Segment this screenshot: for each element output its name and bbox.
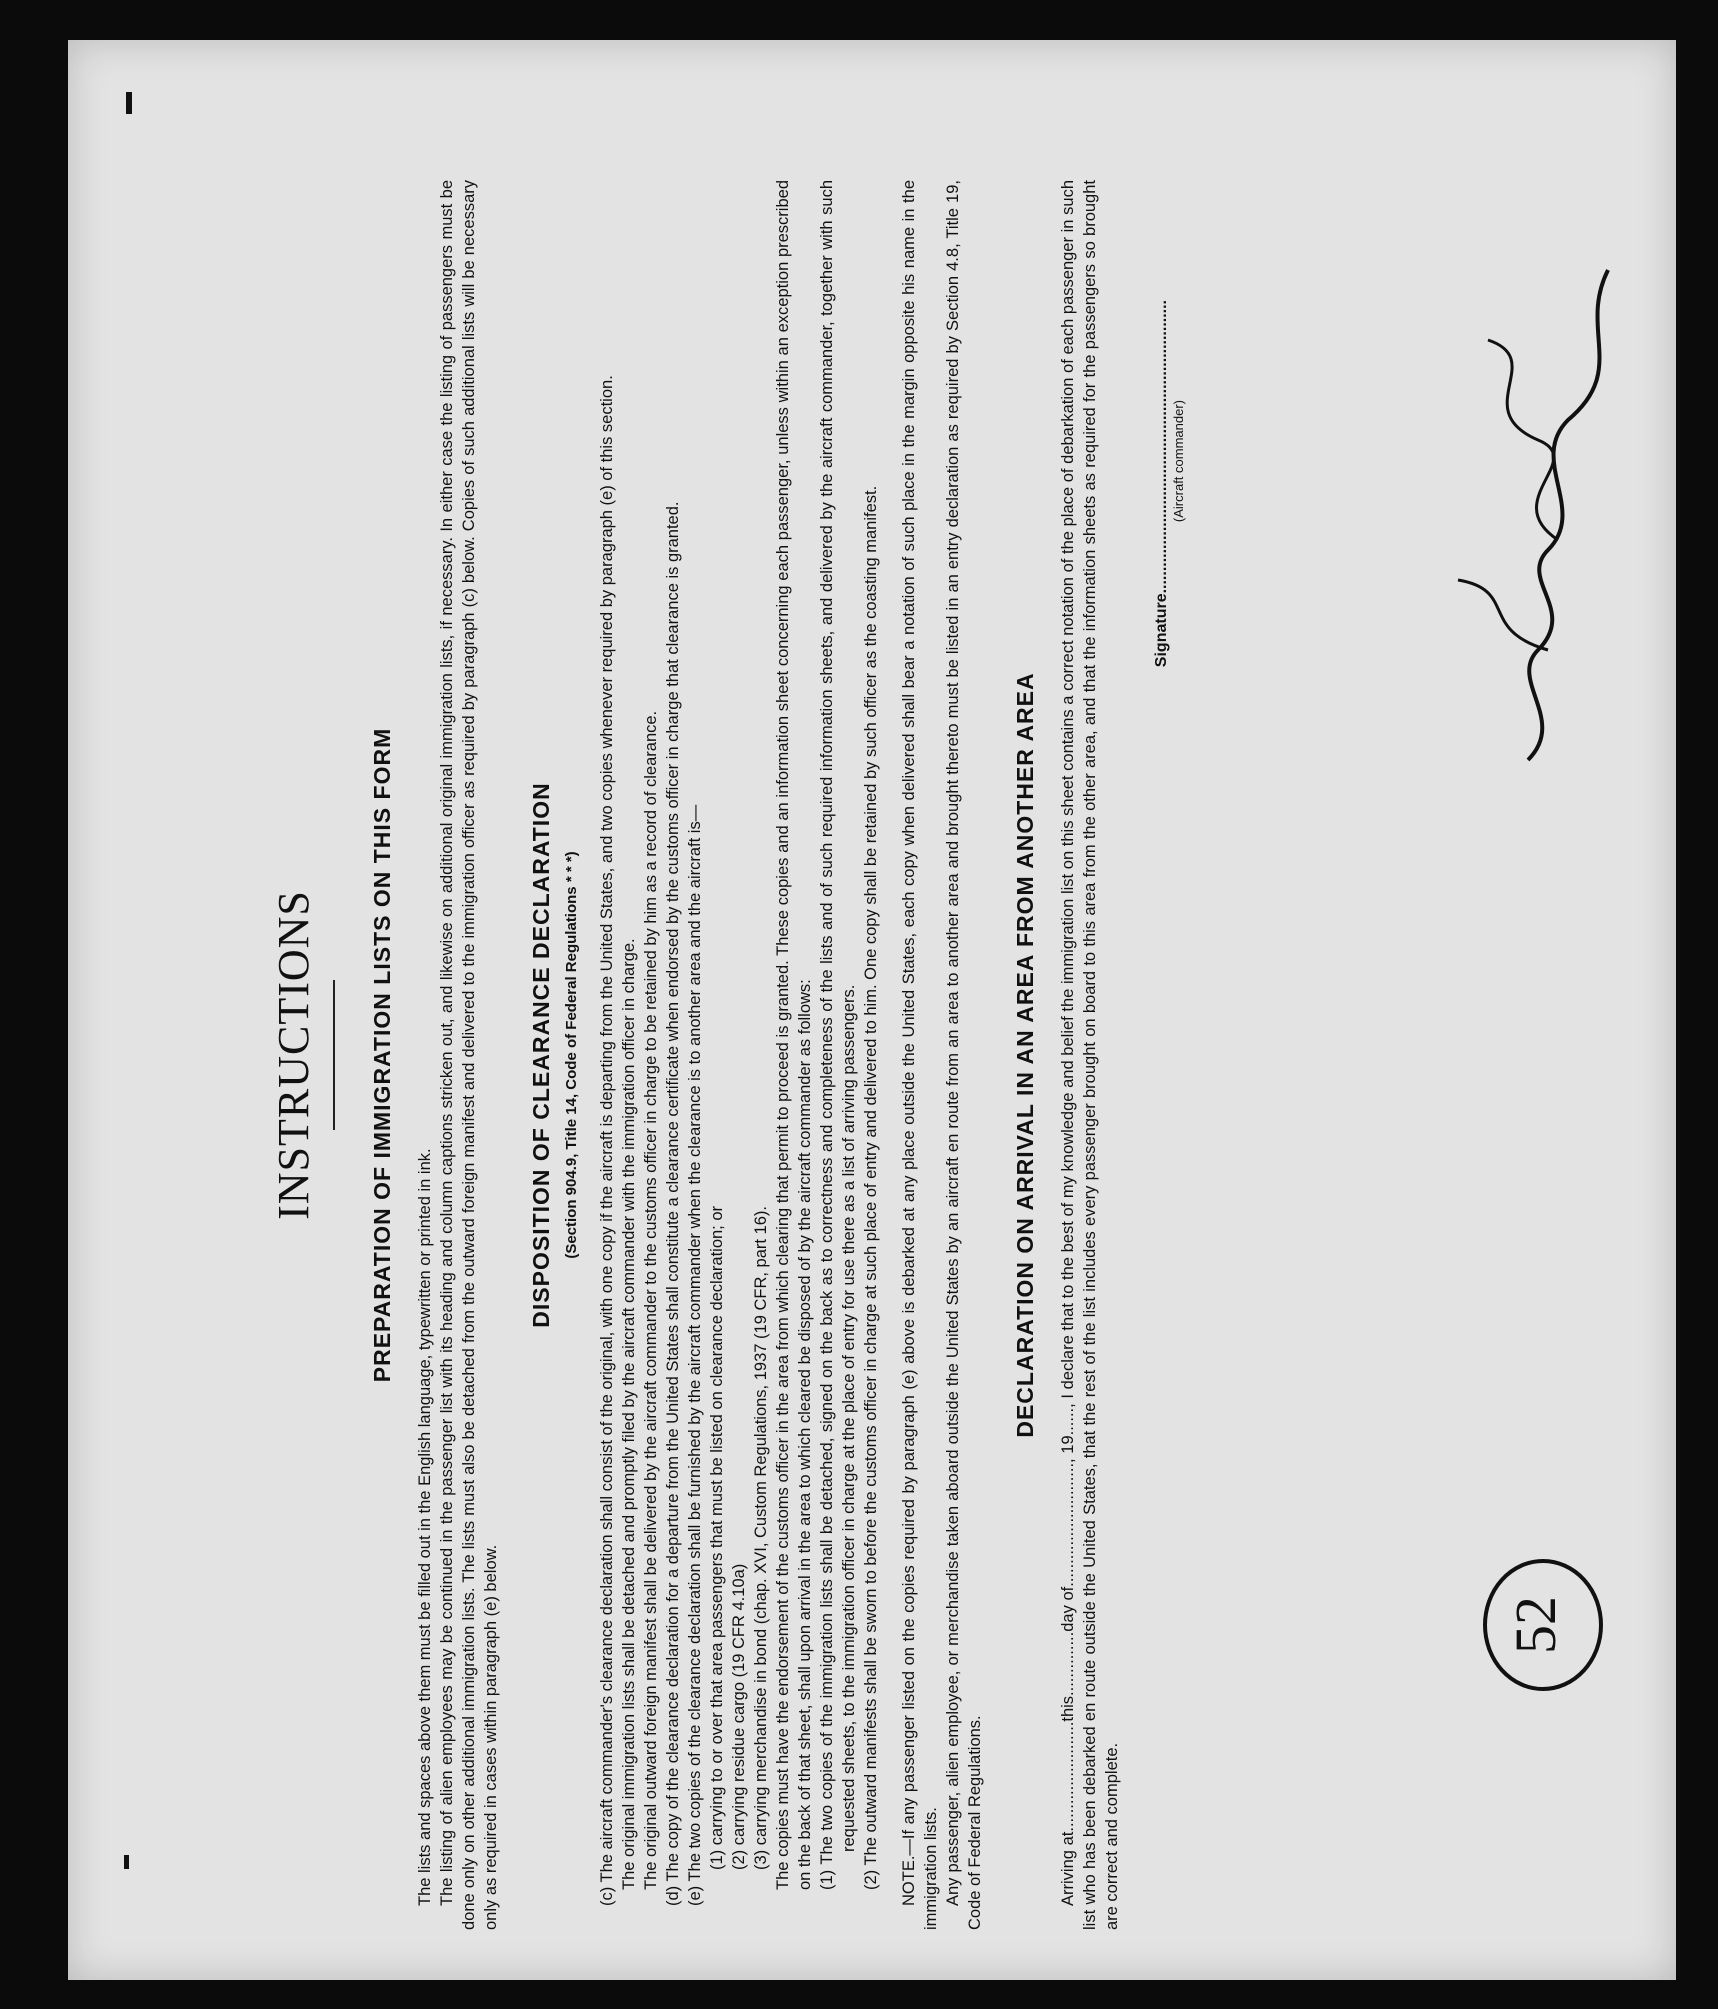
section-heading-disposition: DISPOSITION OF CLEARANCE DECLARATION: [528, 782, 554, 1328]
list-item: (1) The two copies of the immigration lists shall be detached, signed on the back as to correctness and completeness of the lists and of such required information sheets, and delivered by the aircraft commander, together with such requested sheets, to the immigration officer in charge at the place of entry for use there as a list of arriving passengers.: [818, 180, 858, 1890]
paragraph: The lists and spaces above them must be filled out in the English language, typewritten or printed in ink.: [416, 1148, 434, 1906]
declaration-paragraph: Arriving at........................this..............day of..........................., 19......, I declare that to the best of my knowledge and belief the immigration list on this sheet contains a correct notation of the place of debarkation of each passenger in such list who has been debarked en route outside the United States, that the rest of the list includes every passenger brought on board to this area from the other area, and that the information sheets as required for the passengers so brought are correct and complete.: [1059, 180, 1121, 1930]
paragraph: The listing of alien employees may be continued in the passenger list with its heading and column captions stricken out, and likewise on additional original immigration lists, if necessary. In either case the listing of passengers must be done only on other additional immigration lists. The lists must also be detached from the outward foreign manifest and delivered to the immigration officer as required by paragraph (c) below. Copies of such additional lists will be necessary only as required in cases within paragraph (e) below.: [438, 180, 500, 1930]
section-heading-declaration: DECLARATION ON ARRIVAL IN AN AREA FROM ANOTHER AREA: [1012, 672, 1038, 1438]
scan-mark: [124, 1855, 129, 1869]
section-subheading: (Section 904.9, Title 14, Code of Federal Regulations * * *): [563, 851, 580, 1259]
handwritten-signature: [1428, 250, 1638, 770]
note-paragraph: NOTE.—If any passenger listed on the copies required by paragraph (e) above is debarked at any place outside the United States, each copy when delivered shall bear a notation of such place in the margin opposite his name in the immigration lists.: [900, 180, 940, 1930]
paragraph: The original immigration lists shall be detached and promptly filed by the aircraft commander with the immigration officer in charge.: [620, 938, 638, 1890]
page-title: INSTRUCTIONS: [269, 890, 318, 1220]
scan-mark: [126, 92, 132, 114]
paragraph: The original outward foreign manifest shall be delivered by the aircraft commander to the customs officer in charge to be retained by him as a record of clearance.: [642, 710, 660, 1890]
document-sheet: [68, 40, 1676, 1980]
section-heading-preparation: PREPARATION OF IMMIGRATION LISTS ON THIS FORM: [369, 727, 395, 1383]
circled-number-stamp: [1478, 1555, 1608, 1695]
list-item: (3) carrying merchandise in bond (chap. XVI, Custom Regulations, 1937 (19 CFR, part 16).: [752, 1206, 770, 1870]
list-item: (1) carrying to or over that area passengers that must be listed on clearance declaration; or: [708, 1205, 726, 1870]
signature-line: Signature..................................................................: [1153, 300, 1170, 668]
paragraph: (e) The two copies of the clearance declaration shall be furnished by the aircraft commander when the clearance is to another area and the aircraft is—: [686, 804, 704, 1906]
rotated-content: [268, 180, 1508, 1930]
signature-caption: (Aircraft commander): [1171, 400, 1186, 523]
list-item: (2) carrying residue cargo (19 CFR 4.10a): [730, 1563, 748, 1870]
stamp-number: 52: [1503, 1596, 1568, 1654]
paragraph: (c) The aircraft commander's clearance declaration shall consist of the original, with one copy if the aircraft is departing from the United States, and two copies whenever required by paragraph (e) of this section.: [598, 375, 616, 1906]
paragraph: (d) The copy of the clearance declaration for a departure from the United States shall constitute a clearance certificate when endorsed by the customs officer in charge that clearance is granted.: [664, 501, 682, 1906]
paragraph: The copies must have the endorsement of the customs officer in the area from which clearing that permit to proceed is granted. These copies and an information sheet concerning each passenger, unless within an exception prescribed on the back of that sheet, shall upon arrival in the area to which cleared be disposed of by the aircraft commander as follows:: [774, 180, 814, 1890]
list-item: (2) The outward manifests shall be sworn to before the customs officer in charge at such place of entry and delivered to him. One copy shall be retained by such officer as the coasting manifest.: [862, 485, 880, 1890]
paragraph: Any passenger, alien employee, or merchandise taken aboard outside the United States by an aircraft en route from an area to another area and brought thereto must be listed in an entry declaration as required by Section 4.8, Title 19, Code of Federal Regulations.: [944, 180, 984, 1930]
title-rule: [333, 980, 335, 1130]
